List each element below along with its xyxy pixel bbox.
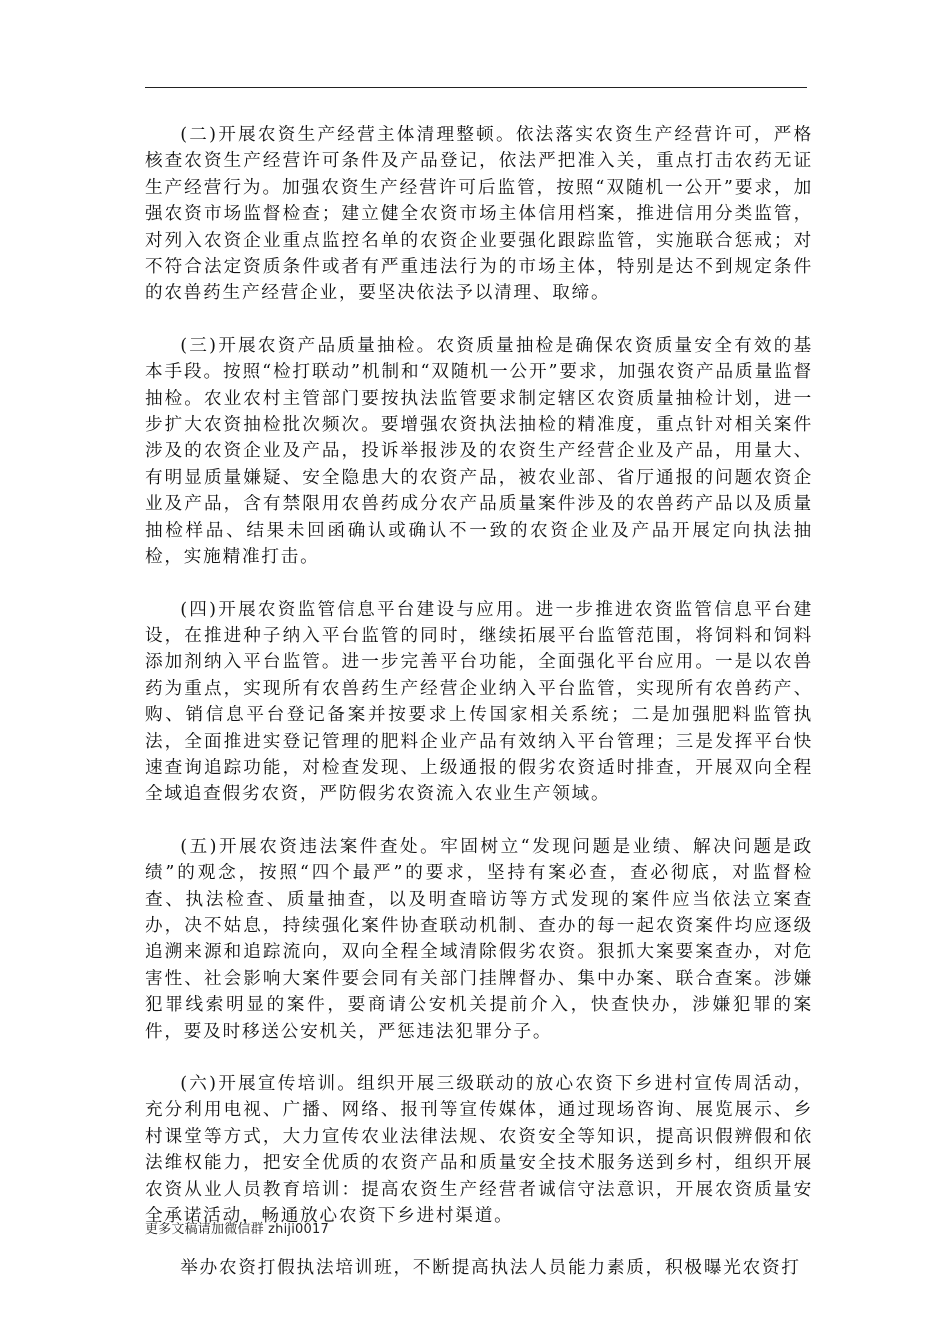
page-footer: 更多文稿请加微信群 zhiji0017 [145, 1222, 329, 1237]
paragraph-4-info-platform: (四)开展农资监管信息平台建设与应用。进一步推进农资监管信息平台建设，在推进种子纳入平台监管的同时，继续拓展平台监管范围，将饲料和饲料添加剂纳入平台监管。进一步完善平台功能，全面强化平台应用。一是以农兽药为重点，实现所有农兽药生产经营企业纳入平台监管，实现所有农兽药产、购、销信息平台登记备案并按要求上传国家相关系统；二是加强肥料监管执法，全面推进实登记管理的肥料企业产品有效纳入平台管理；三是发挥平台快速查询追踪功能，对检查发现、上级通报的假劣农资适时排查，开展双向全程全域追查假劣农资，严防假劣农资流入农业生产领域。 [145, 599, 813, 805]
paragraph-6-publicity-training: (六)开展宣传培训。组织开展三级联动的放心农资下乡进村宣传周活动，充分利用电视、广播、网络、报刊等宣传媒体，通过现场咨询、展览展示、乡村课堂等方式，大力宣传农业法律法规、农资安全等知识，提高识假辨假和依法维权能力，把安全优质的农资产品和质量安全技术服务送到乡村，组织开展农资从业人员教育培训：提高农资生产经营者诚信守法意识，开展农资质量安全承诺活动，畅通放心农资下乡进村渠道。 [145, 1074, 813, 1227]
paragraph-3-quality-sampling: (三)开展农资产品质量抽检。农资质量抽检是确保农资质量安全有效的基本手段。按照“检打联动”机制和“双随机一公开”要求，加强农资产品质量监督抽检。农业农村主管部门要按执法监管要求制定辖区农资质量抽检计划，进一步扩大农资抽检批次频次。要增强农资执法抽检的精准度，重点针对相关案件涉及的农资企业及产品，投诉举报涉及的农资生产经营企业及产品，用量大、有明显质量嫌疑、安全隐患大的农资产品，被农业部、省厅通报的问题农资企业及产品，含有禁限用农兽药成分农产品质量案件涉及的农兽药产品以及质量抽检样品、结果未回函确认或确认不一致的农资企业及产品开展定向执法抽检，实施精准打击。 [145, 335, 813, 568]
document-body [145, 122, 813, 1282]
paragraph-2-entity-rectification: (二)开展农资生产经营主体清理整顿。依法落实农资生产经营许可，严格核查农资生产经营许可条件及产品登记，依法严把准入关，重点打击农药无证生产经营行为。加强农资生产经营许可后监管，按照“双随机一公开”要求，加强农资市场监督检查；建立健全农资市场主体信用档案，推进信用分类监管，对列入农资企业重点监控名单的农资企业要强化跟踪监管，实施联合惩戒；对不符合法定资质条件或者有严重违法行为的市场主体，特别是达不到规定条件的农兽药生产经营企业，要坚决依法予以清理、取缔。 [145, 125, 813, 304]
paragraph-training-class: 举办农资打假执法培训班，不断提高执法人员能力素质，积极曝光农资打 [180, 1258, 801, 1279]
paragraph-5-case-investigation: (五)开展农资违法案件查处。牢固树立“发现问题是业绩、解决问题是政绩”的观念，按照“四个最严”的要求，坚持有案必查，查必彻底，对监督检查、执法检查、质量抽查，以及明查暗访等方式发现的案件应当依法立案查办，决不姑息，持续强化案件协查联动机制、查办的每一起农资案件均应逐级追溯来源和追踪流向，双向全程全域清除假劣农资。狠抓大案要案查办，对危害性、社会影响大案件要会同有关部门挂牌督办、集中办案、联合查案。涉嫌犯罪线索明显的案件，要商请公安机关提前介入，快查快办，涉嫌犯罪的案件，要及时移送公安机关，严惩违法犯罪分子。 [145, 836, 813, 1042]
header-rule [145, 87, 807, 88]
